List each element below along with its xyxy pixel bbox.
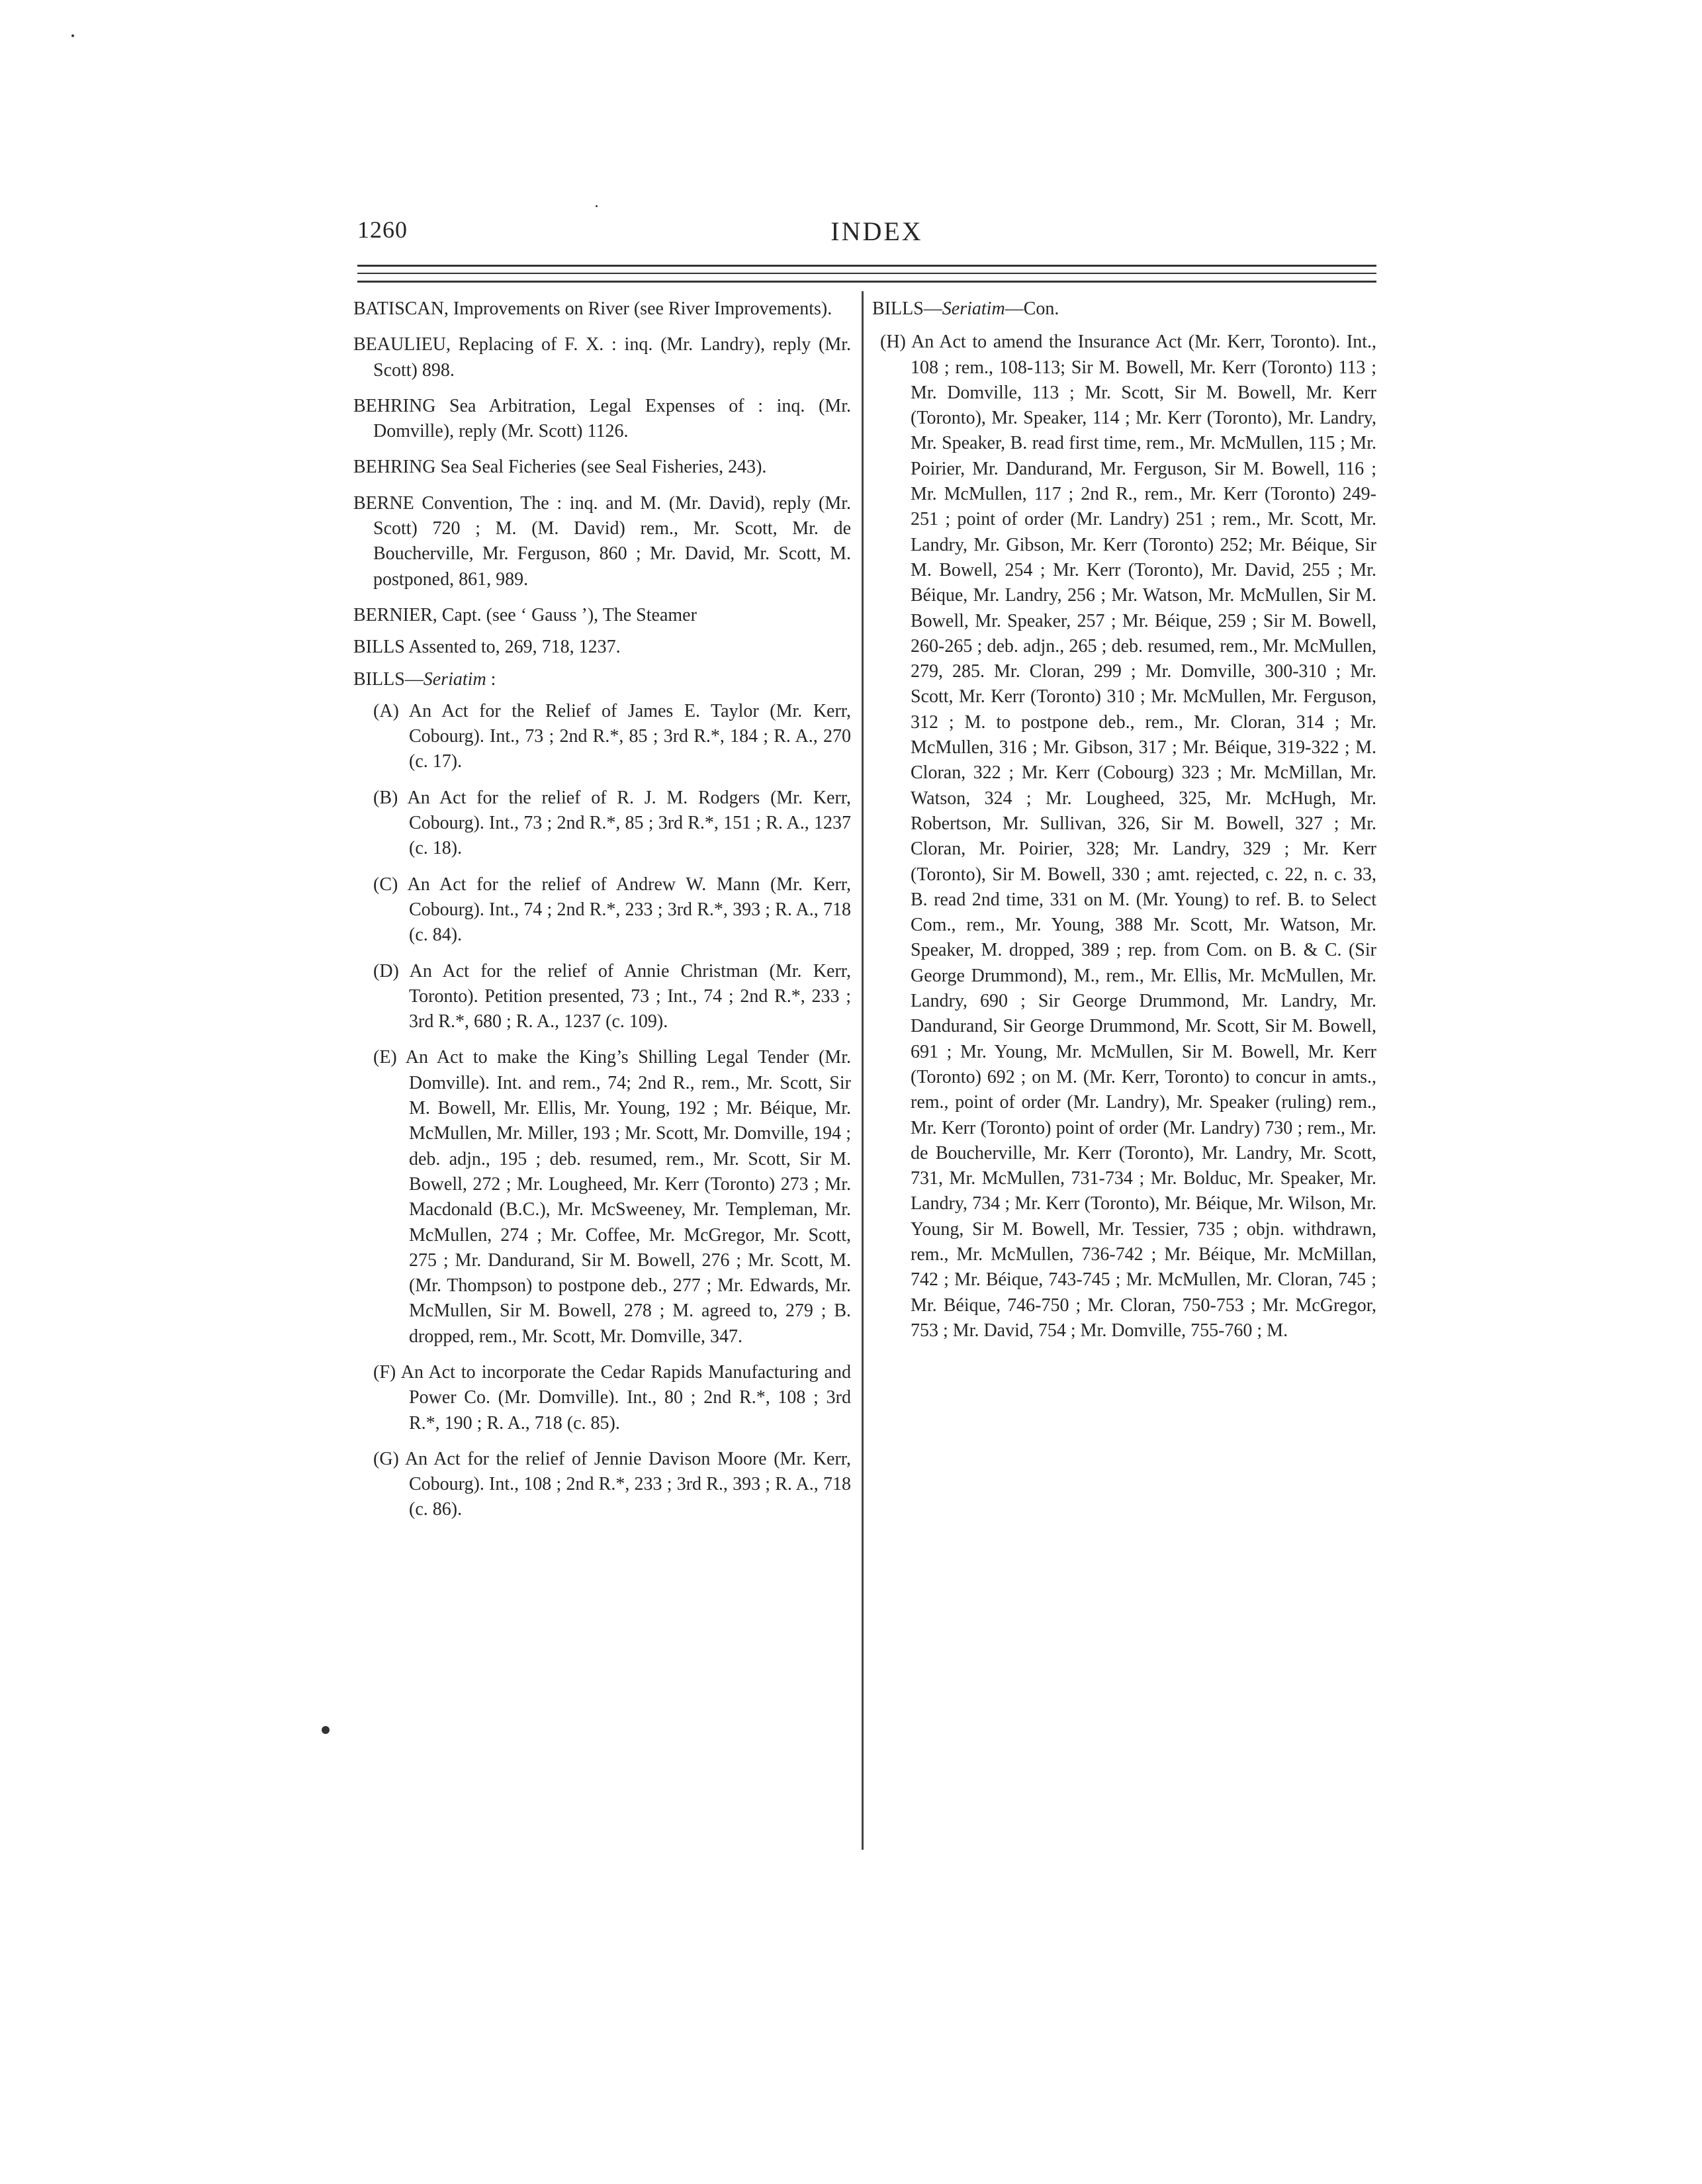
bill-label: (D)	[373, 960, 399, 981]
bill-entry-b	[353, 786, 851, 862]
ink-speck	[322, 1726, 330, 1734]
bill-text: An Act to amend the Insurance Act (Mr. Kerr, Toronto). Int., 108 ; rem., 108-113; Sir M. Bowell, Mr. Kerr (Toronto) 113 ; Mr. Domville, 113 ; Mr. Scott, Sir M. Bowell, Mr. Kerr (Toronto), Mr. Speaker, 114 ; Mr. Kerr (Toronto), Mr. Landry, Mr. Speaker, B. read first time, rem., Mr. McMullen, 115 ; Mr. Poirier, Mr. Dandurand, Mr. Ferguson, Sir M. Bowell, 116 ; Mr. McMullen, 117 ; 2nd R., rem., Mr. Kerr (Toronto) 249-251 ; point of order (Mr. Landry) 251 ; rem., Mr. Scott, Mr. Landry, Mr. Gibson, Mr. Kerr (Toronto) 252; Mr. Béique, Sir M. Bowell, 254 ; Mr. Kerr (Toronto), Mr. David, 255 ; Mr. Béique, Mr. Landry, 256 ; Mr. Watson, Mr. McMullen, Sir M. Bowell, Mr. Speaker, 257 ; Mr. Béique, 259 ; Sir M. Bowell, 260-265 ; deb. adjn., 265 ; deb. resumed, rem., Mr. McMullen, 279, 285. Mr. Cloran, 299 ; Mr. Domville, 300-310 ; Mr. Scott, Mr. Kerr (Toronto) 310 ; Mr. McMullen, Mr. Ferguson, 312 ; M. to postpone deb., rem., Mr. Cloran, 314 ; Mr. McMullen, 316 ; Mr. Gibson, 317 ; Mr. Béique, 319-322 ; M. Cloran, 322 ; Mr. Kerr (Cobourg) 323 ; Mr. McMillan, Mr. Watson, 324 ; Mr. Lougheed, 325, Mr. McHugh, Mr. Robertson, Mr. Sullivan, 326, Sir M. Bowell, 327 ; Mr. Cloran, Mr. Poirier, 328; Mr. Landry, 329 ; Mr. Kerr (Toronto), Sir M. Bowell, 330 ; amt. rejected, c. 22, n. c. 33, B. read 2nd time, 331 on M. (Mr. Young) to ref. B. to Select Com., rem., Mr. Young, 388 Mr. Scott, Mr. Watson, Mr. Speaker, M. dropped, 389 ; rep. from Com. on B. & C. (Sir George Drummond), M., rem., Mr. Ellis, Mr. McMullen, Mr. Landry, 690 ; Sir George Drummond, Mr. Landry, Mr. Dandurand, Sir George Drummond, Mr. Scott, Sir M. Bowell, 691 ; Mr. Young, Mr. McMullen, Sir M. Bowell, Mr. Kerr (Toronto) 692 ; on M. (Mr. Kerr, Toronto) to concur in amts., rem., point of order (Mr. Landry), Mr. Speaker (ruling) rem., Mr. Kerr (Toronto) point of order (Mr. Landry) 730 ; rem., Mr. de Boucherville, Mr. Kerr (Toronto), Mr. Landry, Mr. Scott, 731, Mr. McMullen, 731-734 ; Mr. Bolduc, Mr. Speaker, Mr. Landry, 734 ; Mr. Kerr (Toronto), Mr. Béique, Mr. Wilson, Mr. Young, Sir M. Bowell, Mr. Tessier, 735 ; objn. withdrawn, rem., Mr. McMullen, 736-742 ; Mr. Béique, Mr. McMillan, 742 ; Mr. Béique, 743-745 ; Mr. McMullen, Mr. Cloran, 745 ; Mr. Béique, 746-750 ; Mr. Cloran, 750-753 ; Mr. McGregor, 753 ; Mr. David, 754 ; Mr. Domville, 755-760 ; M.	[911, 332, 1376, 1341]
column-divider	[862, 291, 864, 1850]
bill-label: (G)	[373, 1448, 399, 1469]
bill-entry-h	[872, 330, 1376, 1343]
header-rule	[357, 265, 1376, 267]
running-head-title: INDEX	[830, 216, 923, 246]
index-entry-behring-arbitration: BEHRING Sea Arbitration, Legal Expenses of : inq. (Mr. Domville), reply (Mr. Scott) 1126.	[353, 395, 851, 442]
bill-text: An Act to incorporate the Cedar Rapids Manufacturing and Power Co. (Mr. Domville). Int., 80 ; 2nd R.*, 108 ; 3rd R.*, 190 ; R. A., 718 (c. 85).	[400, 1361, 851, 1433]
heading-suffix: —Con.	[1005, 298, 1059, 319]
bill-label: (B)	[373, 787, 398, 808]
heading-italic: Seriatim	[942, 298, 1005, 319]
index-entry-berne-convention: BERNE Convention, The : inq. and M. (Mr. David), reply (Mr. Scott) 720 ; M. (M. David) rem., Mr. Scott, Mr. de Boucherville, Mr. Ferguson, 860 ; Mr. David, Mr. Scott, M. postponed, 861, 989.	[353, 492, 851, 590]
index-entry-bills-assented: BILLS Assented to, 269, 718, 1237.	[353, 637, 621, 658]
bill-entry-e	[353, 1045, 851, 1349]
heading-italic: Seriatim	[423, 668, 486, 690]
bill-entry-a	[353, 699, 851, 775]
bill-text: An Act to make the King’s Shilling Legal Tender (Mr. Domville). Int. and rem., 74; 2nd R., rem., Mr. Scott, Sir M. Bowell, Mr. Ellis, Mr. Young, 192 ; Mr. Béique, Mr. McMullen, Mr. Miller, 193 ; Mr. Scott, Mr. Domville, 194 ; deb. adjn., 195 ; deb. resumed, rem., Mr. Scott, Sir M. Bowell, 272 ; Mr. Lougheed, Mr. Kerr (Toronto) 273 ; Mr. Macdonald (B.C.), Mr. McSweeney, Mr. Templeman, Mr. McMullen, 274 ; Mr. Coffee, Mr. McGregor, Mr. Scott, 275 ; Mr. Dandurand, Sir M. Bowell, 276 ; Mr. Scott, M. (Mr. Thompson) to postpone deb., 277 ; Mr. Edwards, Mr. McMullen, Sir M. Bowell, 278 ; M. agreed to, 279 ; B. dropped, rem., Mr. Scott, Mr. Domville, 347.	[405, 1047, 851, 1347]
bill-entry-f	[353, 1360, 851, 1436]
bill-label: (E)	[373, 1047, 397, 1068]
heading-suffix: :	[486, 668, 496, 690]
bill-text: An Act for the relief of Andrew W. Mann (Mr. Kerr, Cobourg). Int., 74 ; 2nd R.*, 233 ; 3rd R.*, 393 ; R. A., 718 (c. 84).	[407, 874, 851, 946]
left-column	[353, 296, 851, 1533]
ink-speck	[596, 205, 598, 207]
bill-text: An Act for the Relief of James E. Taylor (Mr. Kerr, Cobourg). Int., 73 ; 2nd R.*, 85 ; 3rd R.*, 184 ; R. A., 270 (c. 17).	[408, 700, 851, 772]
bill-label: (A)	[373, 700, 399, 721]
index-entry-beaulieu: BEAULIEU, Replacing of F. X. : inq. (Mr. Landry), reply (Mr. Scott) 898.	[353, 334, 851, 381]
bill-label: (F)	[373, 1361, 396, 1383]
header-rule	[357, 273, 1376, 274]
index-entry-bernier: BERNIER, Capt. (see ‘ Gauss ’), The Steamer	[353, 604, 697, 625]
bill-entry-c	[353, 872, 851, 948]
bill-label: (C)	[373, 874, 398, 895]
right-column	[872, 296, 1376, 1343]
page-number: 1260	[357, 216, 408, 243]
bills-seriatim-heading	[353, 667, 851, 692]
bill-entry-d	[353, 959, 851, 1035]
bill-entry-g	[353, 1447, 851, 1523]
heading-prefix: BILLS—	[872, 298, 942, 319]
header-rule	[357, 281, 1376, 283]
heading-prefix: BILLS—	[353, 668, 424, 690]
ink-speck	[71, 34, 74, 37]
index-entry-behring-seal: BEHRING Sea Seal Ficheries (see Seal Fisheries, 243).	[353, 457, 767, 478]
bill-label: (H)	[880, 332, 906, 353]
index-entry-batiscan: BATISCAN, Improvements on River (see River Improvements).	[353, 298, 832, 319]
bill-text: An Act for the relief of Annie Christman (Mr. Kerr, Toronto). Petition presented, 73 ; Int., 74 ; 2nd R.*, 233 ; 3rd R.*, 680 ; R. A., 1237 (c. 109).	[409, 960, 851, 1032]
bills-seriatim-continued-heading	[872, 296, 1376, 322]
bill-text: An Act for the relief of Jennie Davison Moore (Mr. Kerr, Cobourg). Int., 108 ; 2nd R.*, 233 ; 3rd R., 393 ; R. A., 718 (c. 86).	[404, 1448, 851, 1520]
bill-text: An Act for the relief of R. J. M. Rodgers (Mr. Kerr, Cobourg). Int., 73 ; 2nd R.*, 85 ; 3rd R.*, 151 ; R. A., 1237 (c. 18).	[407, 787, 851, 859]
